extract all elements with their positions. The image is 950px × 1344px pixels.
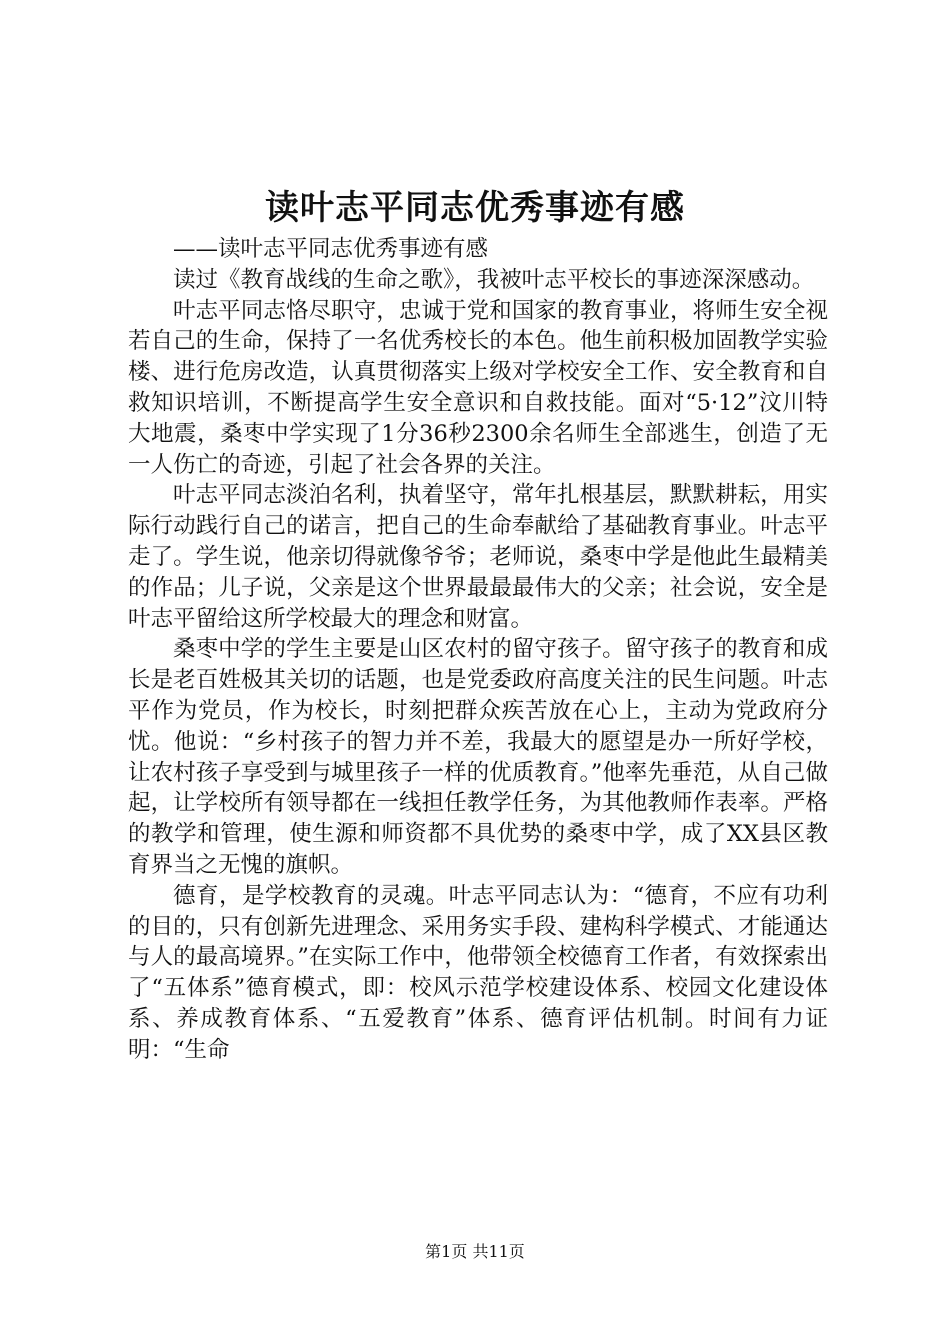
paragraph-subtitle: ——读叶志平同志优秀事迹有感 <box>173 236 489 262</box>
paragraph: 叶志平同志恪尽职守，忠诚于党和国家的教育事业，将师生安全视若自己的生命，保持了一名优秀校长的本色。他生前积极加固教学实验楼、进行危房改造，认真贯彻落实上级对学校安全工作、安全教育和自救知识培训，不断提高学生安全意识和自救技能。面对“5·12”汶川特大地震，桑枣中学实现了1分36秒2300余名师生全部逃生，创造了无一人伤亡的奇迹，引起了社会各界的关注。 <box>128 297 828 478</box>
paragraph: 读过《教育战线的生命之歌》，我被叶志平校长的事迹深深感动。 <box>173 266 815 293</box>
paragraph: 叶志平同志淡泊名利，执着坚守，常年扎根基层，默默耕耘，用实际行动践行自己的诺言，把自己的生命奉献给了基础教育事业。叶志平走了。学生说，他亲切得就像爷爷；老师说，桑枣中学是他此生最精美的作品；儿子说，父亲是这个世界最最最伟大的父亲；社会说，安全是叶志平留给这所学校最大的理念和财富。 <box>128 482 828 632</box>
document-body <box>128 234 828 1066</box>
page-footer: 第1页 共11页 <box>425 1242 525 1261</box>
paragraph: 德育，是学校教育的灵魂。叶志平同志认为：“德育，不应有功利的目的，只有创新先进理念、采用务实手段、建构科学模式、才能通达与人的最高境界。”在实际工作中，他带领全校德育工作者，有效探索出了“五体系”德育模式，即：校风示范学校建设体系、校园文化建设体系、养成教育体系、“五爱教育”体系、德育评估机制。时间有力证明：“生命 <box>128 882 828 1063</box>
document-title: 读叶志平同志优秀事迹有感 <box>265 188 685 228</box>
paragraph: 桑枣中学的学生主要是山区农村的留守孩子。留守孩子的教育和成长是老百姓极其关切的话题，也是党委政府高度关注的民生问题。叶志平作为党员，作为校长，时刻把群众疾苦放在心上，主动为党政府分忧。他说：“乡村孩子的智力并不差，我最大的愿望是办一所好学校，让农村孩子享受到与城里孩子一样的优质教育。”他率先垂范，从自己做起，让学校所有领导都在一线担任教学任务，为其他教师作表率。严格的教学和管理，使生源和师资都不具优势的桑枣中学，成了XX县区教育界当之无愧的旗帜。 <box>128 636 828 878</box>
